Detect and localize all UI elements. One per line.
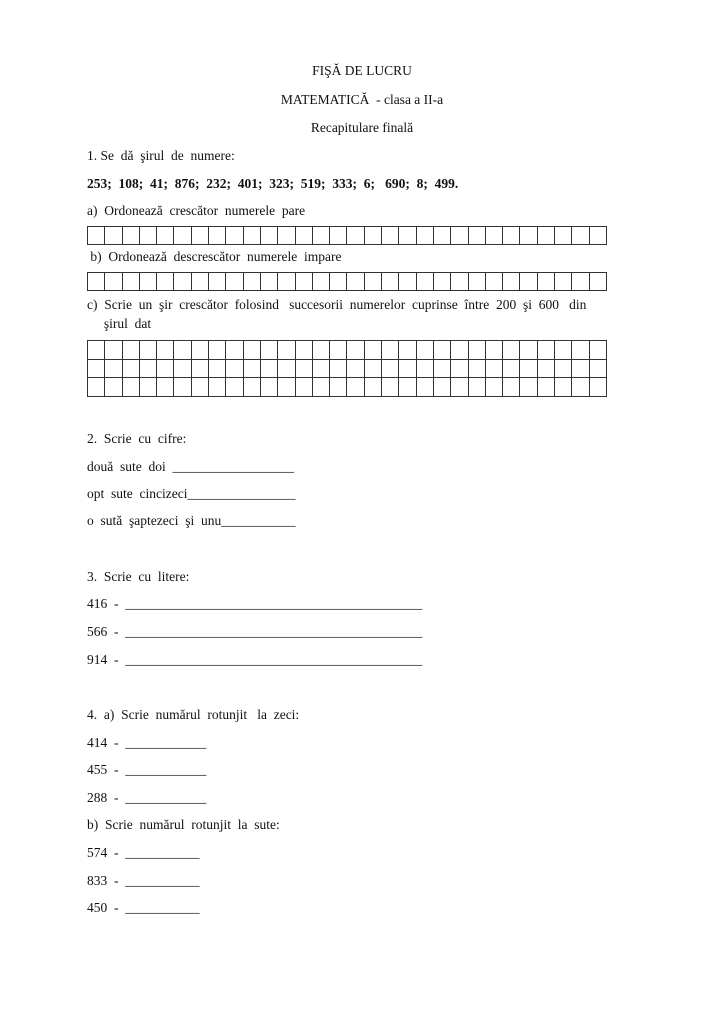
grid-cell[interactable]: [433, 378, 450, 397]
grid-cell[interactable]: [433, 227, 450, 245]
ex3-prompt: 3. Scrie cu litere:: [87, 569, 190, 584]
ex1a-answer-grid[interactable]: [87, 226, 607, 245]
grid-cell[interactable]: [312, 273, 329, 291]
grid-cell[interactable]: [520, 378, 537, 397]
grid-cell[interactable]: [295, 273, 312, 291]
grid-cell[interactable]: [503, 378, 520, 397]
grid-cell[interactable]: [416, 359, 433, 378]
grid-cell[interactable]: [520, 227, 537, 245]
grid-cell[interactable]: [122, 227, 139, 245]
grid-cell[interactable]: [209, 359, 226, 378]
grid-cell[interactable]: [88, 227, 105, 245]
grid-cell[interactable]: [433, 341, 450, 360]
grid-cell[interactable]: [572, 273, 589, 291]
ex4b-item: 833 - ___________: [87, 873, 200, 888]
grid-cell[interactable]: [243, 227, 260, 245]
grid-cell[interactable]: [399, 359, 416, 378]
grid-cell[interactable]: [468, 227, 485, 245]
grid-cell[interactable]: [88, 378, 105, 397]
grid-cell[interactable]: [451, 341, 468, 360]
grid-cell[interactable]: [330, 359, 347, 378]
grid-cell[interactable]: [278, 378, 295, 397]
grid-cell[interactable]: [278, 359, 295, 378]
grid-cell[interactable]: [191, 227, 208, 245]
grid-cell[interactable]: [555, 273, 572, 291]
ex1-number-sequence: 253; 108; 41; 876; 232; 401; 323; 519; 333; 6; 690; 8; 499.: [87, 176, 459, 191]
worksheet-subject: MATEMATICĂ - clasa a II-a: [280, 92, 444, 107]
grid-cell[interactable]: [243, 341, 260, 360]
grid-cell[interactable]: [243, 273, 260, 291]
ex3-item: 914 - ____________________________________________: [87, 652, 423, 667]
grid-cell[interactable]: [260, 273, 277, 291]
grid-cell[interactable]: [485, 273, 502, 291]
ex2-prompt: 2. Scrie cu cifre:: [87, 431, 187, 446]
grid-cell[interactable]: [468, 378, 485, 397]
grid-cell[interactable]: [485, 227, 502, 245]
grid-cell[interactable]: [364, 273, 381, 291]
grid-row: [88, 341, 607, 360]
grid-cell[interactable]: [364, 359, 381, 378]
grid-cell[interactable]: [537, 227, 554, 245]
grid-cell[interactable]: [226, 227, 243, 245]
grid-cell[interactable]: [174, 273, 191, 291]
grid-cell[interactable]: [105, 273, 122, 291]
ex4a-item: 455 - ____________: [87, 762, 207, 777]
grid-cell[interactable]: [191, 378, 208, 397]
grid-cell[interactable]: [209, 273, 226, 291]
grid-cell[interactable]: [451, 227, 468, 245]
grid-cell[interactable]: [330, 378, 347, 397]
ex3-item: 566 - ____________________________________________: [87, 624, 423, 639]
grid-cell[interactable]: [451, 359, 468, 378]
grid-cell[interactable]: [330, 273, 347, 291]
grid-cell[interactable]: [416, 227, 433, 245]
grid-cell[interactable]: [260, 341, 277, 360]
grid-cell[interactable]: [278, 273, 295, 291]
grid-cell[interactable]: [485, 359, 502, 378]
grid-cell[interactable]: [226, 359, 243, 378]
ex4a-item: 288 - ____________: [87, 790, 207, 805]
grid-cell[interactable]: [174, 359, 191, 378]
grid-cell[interactable]: [520, 359, 537, 378]
grid-row: [88, 359, 607, 378]
grid-cell[interactable]: [382, 359, 399, 378]
grid-cell[interactable]: [555, 378, 572, 397]
grid-cell[interactable]: [295, 227, 312, 245]
ex1b-instruction: b) Ordonează descrescător numerele impare: [87, 249, 342, 264]
grid-cell[interactable]: [157, 359, 174, 378]
grid-cell[interactable]: [589, 273, 606, 291]
grid-cell[interactable]: [537, 341, 554, 360]
grid-cell[interactable]: [122, 273, 139, 291]
grid-cell[interactable]: [503, 341, 520, 360]
grid-cell[interactable]: [555, 359, 572, 378]
grid-cell[interactable]: [243, 359, 260, 378]
grid-cell[interactable]: [399, 227, 416, 245]
worksheet-topic: Recapitulare finală: [310, 120, 414, 135]
grid-cell[interactable]: [139, 227, 156, 245]
grid-cell[interactable]: [105, 341, 122, 360]
grid-cell[interactable]: [88, 359, 105, 378]
grid-cell[interactable]: [191, 359, 208, 378]
grid-cell[interactable]: [139, 341, 156, 360]
ex2-item: o sută şaptezeci şi unu___________: [87, 513, 296, 528]
grid-cell[interactable]: [572, 227, 589, 245]
grid-cell[interactable]: [157, 341, 174, 360]
grid-cell[interactable]: [295, 378, 312, 397]
ex1a-instruction: a) Ordonează crescător numerele pare: [87, 203, 306, 218]
grid-cell[interactable]: [347, 378, 364, 397]
grid-cell[interactable]: [209, 341, 226, 360]
grid-cell[interactable]: [191, 273, 208, 291]
grid-cell[interactable]: [555, 227, 572, 245]
grid-cell[interactable]: [295, 359, 312, 378]
grid-cell[interactable]: [347, 359, 364, 378]
grid-cell[interactable]: [520, 341, 537, 360]
ex1b-answer-grid[interactable]: [87, 272, 607, 291]
grid-cell[interactable]: [278, 227, 295, 245]
grid-cell[interactable]: [105, 359, 122, 378]
grid-cell[interactable]: [157, 227, 174, 245]
grid-cell[interactable]: [468, 359, 485, 378]
grid-cell[interactable]: [105, 227, 122, 245]
grid-cell[interactable]: [416, 341, 433, 360]
grid-cell[interactable]: [364, 341, 381, 360]
grid-cell[interactable]: [347, 341, 364, 360]
grid-cell[interactable]: [399, 378, 416, 397]
grid-cell[interactable]: [503, 273, 520, 291]
grid-cell[interactable]: [572, 341, 589, 360]
grid-cell[interactable]: [416, 378, 433, 397]
ex4a-prompt: 4. a) Scrie numărul rotunjit la zeci:: [87, 707, 300, 722]
grid-cell[interactable]: [589, 341, 606, 360]
ex4b-item: 450 - ___________: [87, 900, 200, 915]
grid-cell[interactable]: [139, 378, 156, 397]
grid-cell[interactable]: [382, 273, 399, 291]
grid-cell[interactable]: [157, 273, 174, 291]
grid-cell[interactable]: [174, 227, 191, 245]
grid-cell[interactable]: [174, 378, 191, 397]
grid-cell[interactable]: [122, 378, 139, 397]
grid-cell[interactable]: [555, 341, 572, 360]
grid-cell[interactable]: [243, 378, 260, 397]
grid-cell[interactable]: [399, 341, 416, 360]
grid-cell[interactable]: [122, 359, 139, 378]
ex4b-item: 574 - ___________: [87, 845, 200, 860]
grid-cell[interactable]: [503, 359, 520, 378]
grid-cell[interactable]: [572, 378, 589, 397]
grid-cell[interactable]: [312, 378, 329, 397]
grid-cell[interactable]: [347, 227, 364, 245]
grid-cell[interactable]: [139, 273, 156, 291]
ex1c-answer-grid[interactable]: [87, 340, 607, 397]
grid-cell[interactable]: [260, 378, 277, 397]
grid-row: [88, 227, 607, 245]
ex2-item: două sute doi __________________: [87, 459, 294, 474]
grid-cell[interactable]: [399, 273, 416, 291]
grid-cell[interactable]: [295, 341, 312, 360]
grid-cell[interactable]: [589, 359, 606, 378]
grid-cell[interactable]: [451, 378, 468, 397]
grid-cell[interactable]: [589, 227, 606, 245]
grid-cell[interactable]: [312, 359, 329, 378]
grid-cell[interactable]: [226, 273, 243, 291]
grid-cell[interactable]: [416, 273, 433, 291]
grid-cell[interactable]: [278, 341, 295, 360]
grid-cell[interactable]: [382, 227, 399, 245]
grid-cell[interactable]: [503, 227, 520, 245]
ex4a-item: 414 - ____________: [87, 735, 207, 750]
grid-cell[interactable]: [364, 378, 381, 397]
grid-cell[interactable]: [330, 227, 347, 245]
ex1c-instruction-line1: c) Scrie un şir crescător folosind succesorii numerelor cuprinse între 200 şi 600 din: [87, 297, 587, 312]
grid-cell[interactable]: [537, 359, 554, 378]
grid-cell[interactable]: [105, 378, 122, 397]
grid-cell[interactable]: [226, 341, 243, 360]
grid-cell[interactable]: [191, 341, 208, 360]
grid-cell[interactable]: [589, 378, 606, 397]
grid-cell[interactable]: [468, 341, 485, 360]
grid-cell[interactable]: [122, 341, 139, 360]
grid-cell[interactable]: [312, 341, 329, 360]
ex3-item: 416 - ____________________________________________: [87, 596, 423, 611]
grid-row: [88, 273, 607, 291]
grid-cell[interactable]: [485, 341, 502, 360]
grid-cell[interactable]: [451, 273, 468, 291]
grid-cell[interactable]: [226, 378, 243, 397]
grid-cell[interactable]: [537, 378, 554, 397]
grid-cell[interactable]: [485, 378, 502, 397]
grid-cell[interactable]: [157, 378, 174, 397]
ex4b-prompt: b) Scrie numărul rotunjit la sute:: [87, 817, 280, 832]
grid-cell[interactable]: [330, 341, 347, 360]
grid-cell[interactable]: [174, 341, 191, 360]
ex2-item: opt sute cincizeci________________: [87, 486, 296, 501]
grid-cell[interactable]: [572, 359, 589, 378]
grid-cell[interactable]: [312, 227, 329, 245]
grid-cell[interactable]: [382, 341, 399, 360]
worksheet-title: FIŞĂ DE LUCRU: [312, 63, 412, 78]
grid-cell[interactable]: [468, 273, 485, 291]
grid-cell[interactable]: [364, 227, 381, 245]
grid-cell[interactable]: [88, 341, 105, 360]
ex1-prompt: 1. Se dă şirul de numere:: [87, 148, 235, 163]
grid-cell[interactable]: [433, 273, 450, 291]
grid-cell[interactable]: [537, 273, 554, 291]
grid-cell[interactable]: [382, 378, 399, 397]
grid-cell[interactable]: [209, 227, 226, 245]
grid-cell[interactable]: [260, 359, 277, 378]
grid-cell[interactable]: [88, 273, 105, 291]
ex1c-instruction-line2: şirul dat: [87, 316, 152, 331]
grid-cell[interactable]: [520, 273, 537, 291]
grid-cell[interactable]: [260, 227, 277, 245]
grid-cell[interactable]: [139, 359, 156, 378]
grid-cell[interactable]: [209, 378, 226, 397]
grid-cell[interactable]: [433, 359, 450, 378]
grid-row: [88, 378, 607, 397]
grid-cell[interactable]: [347, 273, 364, 291]
